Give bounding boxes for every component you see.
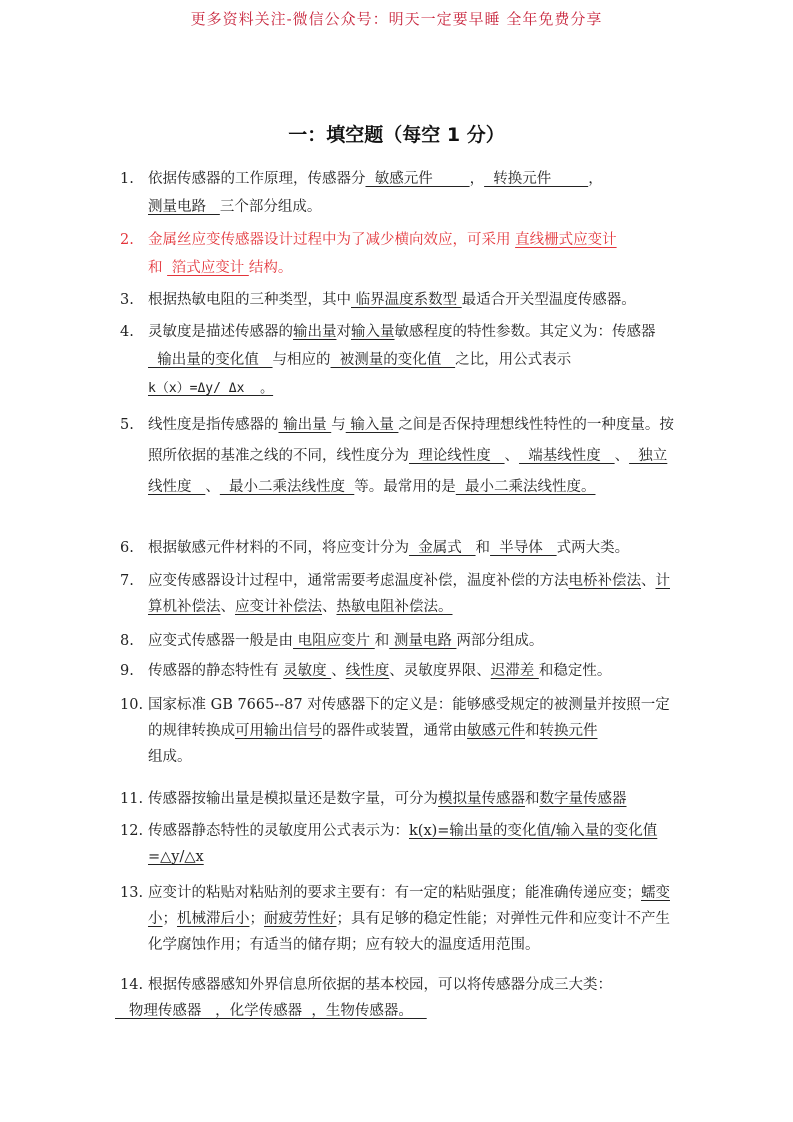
answer-blank: 转换元件	[484, 171, 589, 187]
answer-blank: 转换元件	[539, 723, 598, 739]
question-text: 金属丝应变传感器设计过程中为了减少横向效应，可采用	[148, 232, 516, 248]
answer-blank: 物理传感器 ，化学传感器 ，生物传感器。	[115, 1003, 427, 1019]
question-text: 和	[374, 633, 390, 649]
answer-blank: 直线栅式应变计	[515, 232, 617, 248]
answer-blank: 金属式	[409, 540, 476, 556]
question-number: 10.	[120, 697, 144, 713]
question-4	[120, 318, 675, 403]
question-text: 依据传感器的工作原理，传感器分	[148, 171, 366, 187]
answer-blank: 模拟量传感器	[438, 791, 525, 807]
question-number: 6.	[120, 540, 134, 556]
question-number: 3.	[120, 292, 134, 308]
question-10	[120, 692, 675, 770]
question-number: 9.	[120, 663, 134, 679]
question-text: 两部分组成。	[456, 633, 544, 649]
question-text: 与	[331, 417, 346, 433]
punct: 、	[220, 599, 235, 615]
question-text: 根据敏感元件材料的不同，将应变计分为	[148, 540, 409, 556]
answer-blank: 蠕变小	[148, 885, 670, 927]
question-7	[120, 568, 675, 620]
answer-blank: 输出量	[293, 324, 337, 340]
answer-blank: 最小二乘法线性度。	[455, 479, 596, 495]
answer-blank: 灵敏度	[283, 663, 332, 679]
answer-blank: 耐疲劳性好	[264, 911, 337, 927]
question-text: 传感器按输出量是模拟量还是数字量，可分为	[148, 791, 438, 807]
question-text: 与相应的	[272, 352, 331, 368]
answer-blank: 箔式应变计	[167, 260, 249, 276]
answer-blank: 电阻应变片	[293, 633, 375, 649]
answer-blank: 输入量	[351, 324, 395, 340]
answer-blank: 独立线性度	[148, 448, 668, 495]
question-text: 根据热敏电阻的三种类型，其中	[148, 292, 351, 308]
question-number: 5.	[120, 417, 134, 433]
answer-blank: 最小二乘法线性度	[219, 479, 355, 495]
punct: ，	[469, 171, 485, 187]
punct: 、	[331, 663, 346, 679]
answer-blank: 输出量	[278, 417, 332, 433]
answer-blank: 理论线性度	[409, 448, 505, 464]
question-text: 敏感程度的特性参数。其定义为：传感器	[394, 324, 656, 340]
answer-blank: 线性度	[345, 663, 390, 679]
answer-blank: 迟滞差	[490, 663, 539, 679]
question-text: 和	[475, 540, 491, 556]
punct: 、	[614, 448, 630, 464]
question-3	[120, 287, 700, 313]
question-number: 4.	[120, 324, 134, 340]
question-text: 之比，用公式表示	[455, 352, 572, 368]
question-text: 等。最常用的是	[354, 479, 456, 495]
formula-answer: k（x）=Δy/ Δx 。	[148, 381, 274, 396]
answer-blank: 机械滞后小	[177, 911, 250, 927]
question-number: 1.	[120, 171, 134, 187]
answer-blank: 测量电路	[389, 633, 457, 649]
answer-blank: 可用输出信号	[235, 723, 322, 739]
formula-answer: k(x)=输出量的变化值/输入量的变化值=△y/△x	[148, 823, 658, 865]
answer-blank: 应变计补偿法	[235, 599, 322, 615]
question-8	[120, 628, 675, 654]
question-text: 组成。	[148, 749, 192, 765]
answer-blank: 计算机补偿法	[148, 573, 670, 615]
answer-blank: 输出量的变化值	[148, 352, 273, 368]
punct: 、	[322, 599, 337, 615]
question-2	[120, 226, 675, 282]
question-text: 传感器的静态特性有	[148, 663, 284, 679]
question-text: 应变传感器设计过程中，通常需要考虑温度补偿，温度补偿的方法	[148, 573, 569, 589]
question-number: 11.	[120, 791, 144, 807]
question-text: 根据传感器感知外界信息所依据的基本校园，可以将传感器分成三大类：	[148, 977, 612, 993]
question-text: 式两大类。	[556, 540, 630, 556]
answer-blank: 敏感元件	[365, 171, 470, 187]
promo-header: 更多资料关注-微信公众号：明天一定要早睡 全年免费分享	[190, 10, 603, 28]
question-6	[120, 535, 700, 561]
question-number: 13.	[120, 885, 144, 901]
answer-blank: 临界温度系数型	[351, 292, 462, 308]
question-number: 8.	[120, 633, 134, 649]
answer-blank: 输入量	[345, 417, 399, 433]
question-text: 国家标准 GB 7665--87 对传感器下的定义是：能够感受规定的被测量并按照一定的规律转换成	[148, 697, 670, 739]
question-text: 三个部分组成。	[219, 199, 322, 215]
question-text: 对	[336, 324, 351, 340]
question-text: 线性度是指传感器的	[148, 417, 279, 433]
answer-blank: 数字量传感器	[539, 791, 627, 807]
question-text: 传感器静态特性的灵敏度用公式表示为：	[148, 823, 409, 839]
punct: 、	[504, 448, 520, 464]
question-1	[120, 165, 675, 221]
question-12	[120, 818, 675, 870]
question-number: 12.	[120, 823, 144, 839]
answer-blank: 半导体	[490, 540, 557, 556]
question-13	[120, 880, 675, 958]
question-text: 的器件或装置，通常由	[322, 723, 467, 739]
punct: ；	[249, 911, 264, 927]
question-text: 应变式传感器一般是由	[148, 633, 293, 649]
answer-blank: 热敏电阻补偿法。	[336, 599, 453, 615]
question-text: 和	[148, 260, 168, 276]
question-text: 和	[525, 723, 540, 739]
section-title: 一：填空题（每空 1 分）	[288, 124, 505, 146]
question-text: 灵敏度是描述传感器的	[148, 324, 293, 340]
question-text: ；具有足够的稳定性能；对弹性元件和应变计不产生化学腐蚀作用；有适当的储存期；应有较大的温度适用范围。	[148, 911, 670, 953]
question-text: 应变计的粘贴对粘贴剂的要求主要有：有一定的粘贴强度；能准确传递应变；	[148, 885, 641, 901]
punct: 、	[205, 479, 220, 495]
question-5	[120, 410, 675, 503]
answer-blank: 端基线性度	[519, 448, 615, 464]
question-number: 7.	[120, 573, 134, 589]
answer-blank: 电桥补偿法	[568, 573, 641, 589]
answer-blank: 敏感元件	[467, 723, 525, 739]
question-text: 和	[525, 791, 540, 807]
question-text: 最适合开关型温度传感器。	[461, 292, 636, 308]
answer-blank: 被测量的变化值	[330, 352, 456, 368]
punct: ；	[162, 911, 177, 927]
question-11	[120, 786, 700, 812]
question-9	[120, 658, 675, 684]
punct: ，	[588, 171, 603, 187]
question-text: 和稳定性。	[538, 663, 612, 679]
question-number: 2.	[120, 232, 134, 248]
answer-blank: 测量电路	[148, 199, 220, 215]
punct: 、	[641, 573, 656, 589]
question-number: 14.	[120, 977, 144, 993]
question-text: 之间是否保持理想线性特性的一种度量。按照所依据的基准之线的不同，线性度分为	[148, 417, 674, 464]
question-text: 、灵敏度界限、	[389, 663, 491, 679]
question-text: 结构。	[248, 260, 293, 276]
question-14	[115, 972, 700, 1024]
